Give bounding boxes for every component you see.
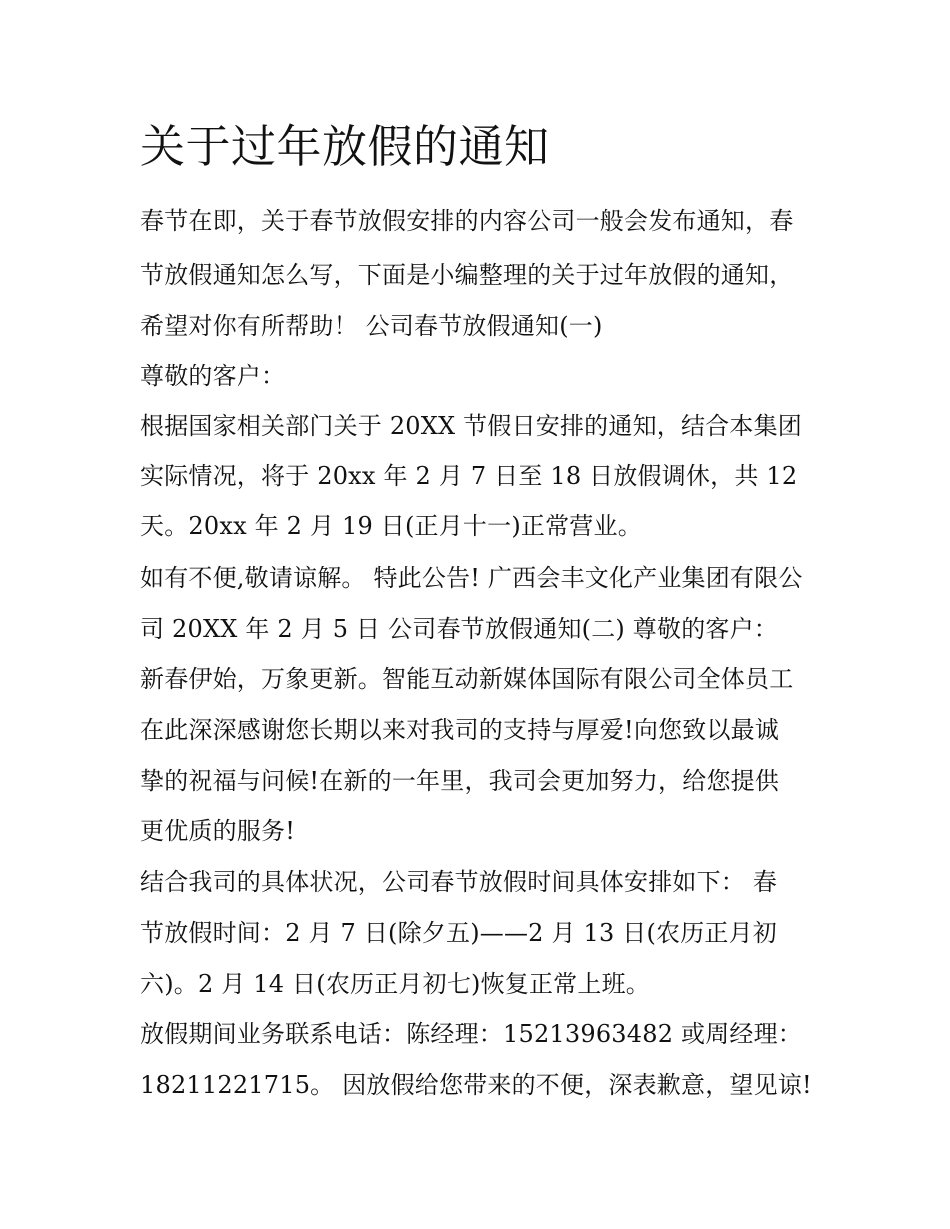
body-line: 根据国家相关部门关于 20XX 节假日安排的通知，结合本集团	[140, 412, 802, 440]
body-line: 在此深深感谢您长期以来对我司的支持与厚爱!向您致以最诚	[140, 716, 780, 744]
body-line: 如有不便,敬请谅解。 特此公告! 广西会丰文化产业集团有限公	[140, 564, 803, 592]
body-line: 六)。2 月 14 日(农历正月初七)恢复正常上班。	[140, 970, 650, 998]
body-line: 结合我司的具体状况，公司春节放假时间具体安排如下： 春	[140, 868, 778, 896]
body-line: 更优质的服务!	[140, 817, 296, 845]
body-line: 希望对你有所帮助！ 公司春节放假通知(一)	[140, 312, 603, 340]
body-line: 挚的祝福与问候!在新的一年里，我司会更加努力，给您提供	[140, 767, 780, 795]
body-line: 天。20xx 年 2 月 19 日(正月十一)正常营业。	[140, 512, 642, 540]
document-title: 关于过年放假的通知	[140, 120, 550, 173]
body-line: 新春伊始，万象更新。智能互动新媒体国际有限公司全体员工	[140, 665, 794, 693]
body-line: 节放假时间：2 月 7 日(除夕五)——2 月 13 日(农历正月初	[140, 919, 778, 947]
body-line: 放假期间业务联系电话：陈经理：15213963482 或周经理：	[140, 1020, 802, 1048]
body-line: 实际情况，将于 20xx 年 2 月 7 日至 18 日放假调休，共 12	[140, 462, 798, 490]
body-line: 节放假通知怎么写，下面是小编整理的关于过年放假的通知，	[140, 261, 794, 289]
body-line: 尊敬的客户：	[140, 362, 286, 390]
body-line: 18211221715。 因放假给您带来的不便，深表歉意，望见谅!	[140, 1071, 812, 1099]
body-line: 司 20XX 年 2 月 5 日 公司春节放假通知(二) 尊敬的客户：	[140, 615, 779, 643]
body-line: 春节在即，关于春节放假安排的内容公司一般会发布通知，春	[140, 207, 794, 235]
